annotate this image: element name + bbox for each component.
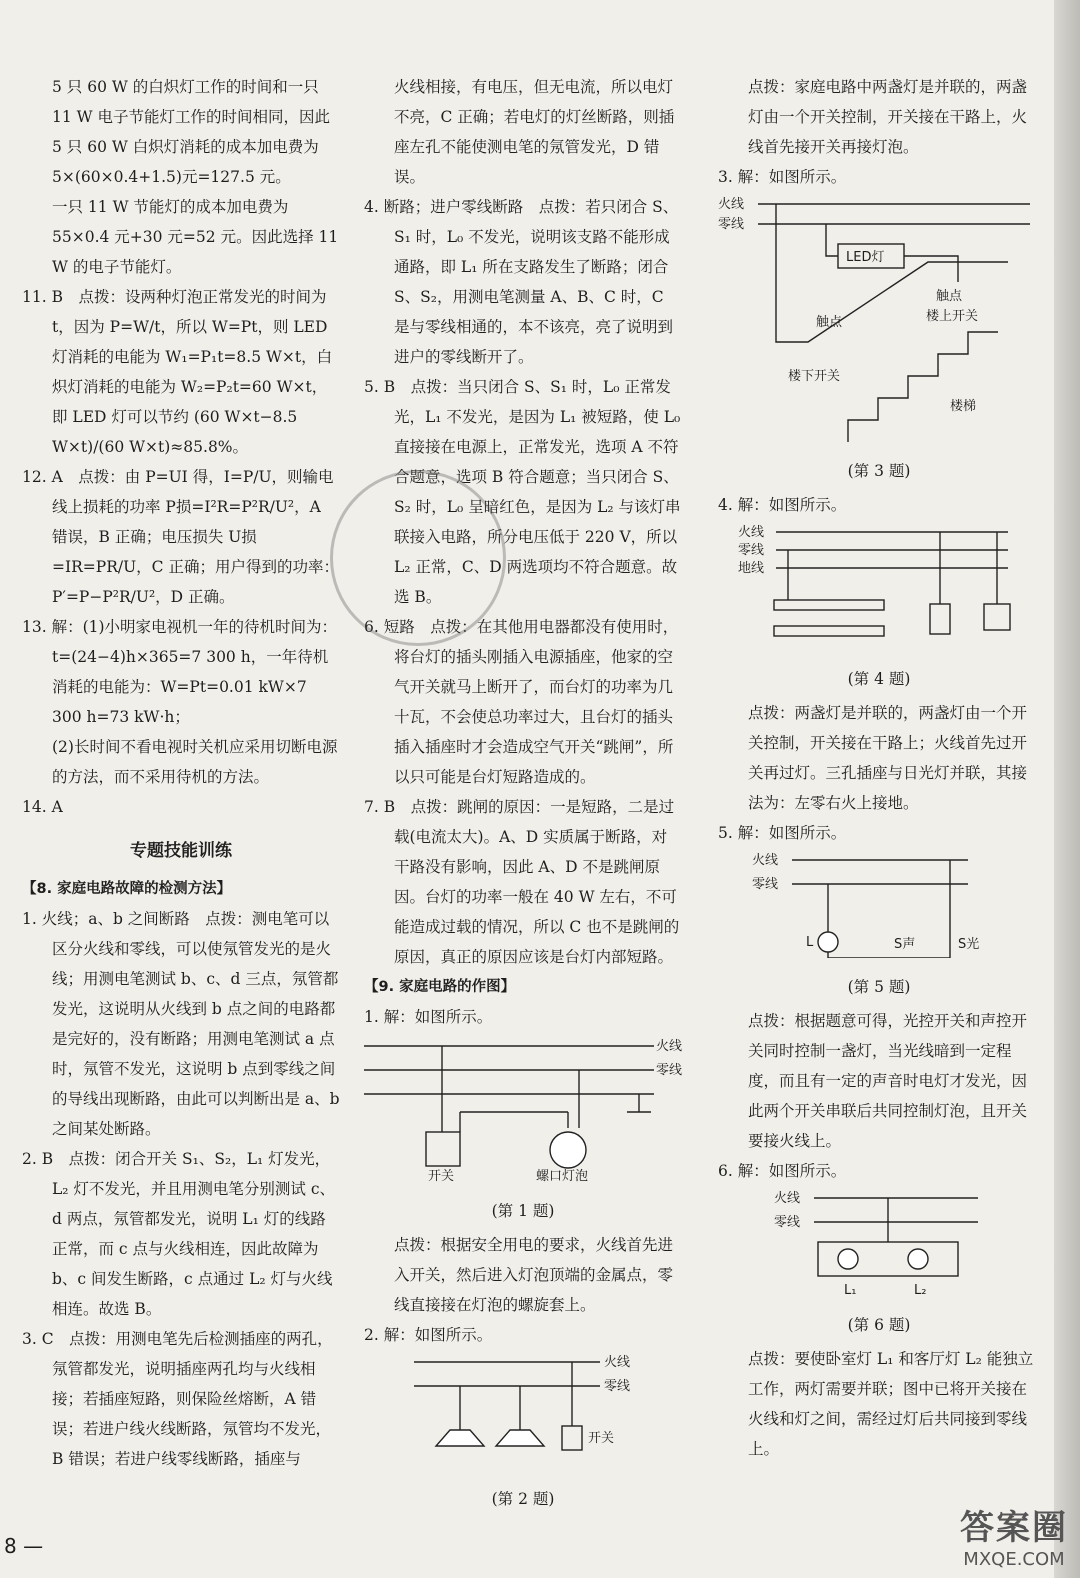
subsection-8-title: 【8. 家庭电路故障的检测方法】 [22,881,232,897]
figure-1-circuit [364,1032,682,1182]
column-2 [364,72,682,1518]
watermark-url: MXQE.COM [963,1549,1065,1570]
fig5-neutral-label: 零线 [752,877,779,892]
q11-answer: 11. B 点拨：设两种灯泡正常发光的时间为 t，因为 P=W/t，所以 W=Pt，则 LED 灯消耗的电能为 W₁=P₁t=8.5 W×t，白炽灯消耗的电能为 W₂=P₂t=60 W×t，即 LED 灯可以节约 (60 W×t−8.5 W×t)/(60 W×t)≈85.8%。 [22,288,333,456]
s8-answer-1: 1. 火线；a、b 之间断路 点拨：测电笔可以区分火线和零线，可以使氖管发光的是火线；用测电笔测试 b、c、d 三点，氖管都发光，这说明从火线到 b 点之间的电路都是完好的，没有断路；用测电笔测试 a 点时，氖管不发光，这说明 b 点到零线之间的导线出现断路，由此可以判断出是 a、b 之间某处断路。 [22,910,340,1138]
fig3-contact-label-1: 触点 [816,315,843,330]
lamp-icon [818,932,838,952]
fig4-live-label: 火线 [738,525,765,540]
fig1-caption: (第 1 题) [491,1202,555,1220]
fluorescent-lamp-1-icon [774,600,884,610]
fig5-caption: (第 5 题) [847,978,911,996]
figure-6-circuit [718,1186,1040,1296]
fig2-neutral-label: 零线 [604,1379,631,1394]
lamp-l2-icon [908,1249,928,1269]
s8-answer-7: 7. B 点拨：跳闸的原因：一是短路，二是过载(电流太大)。A、D 实质属于断路，对干路没有影响，因此 A、D 不是跳闸原因。台灯的功率一般在 40 W 左右，不可能造成过载的情况，所以 C 也不是跳闸的原因，真正的原因应该是台灯内部短路。 [364,798,680,966]
switch-icon [426,1132,460,1166]
fig6-caption: (第 6 题) [847,1316,911,1334]
fig6-live-label: 火线 [774,1191,801,1206]
fluorescent-lamp-2-icon [774,626,884,636]
lamp-2-icon [496,1430,544,1446]
page-edge [1054,0,1080,1578]
s8-answer-6: 6. 短路 点拨：在其他用电器都没有使用时，将台灯的插头刚插入电源插座，他家的空气开关就马上断开了，而台灯的功率为几十瓦，不会使总功率过大，且台灯的插头插入插座时才会造成空气开关“跳闸”，所以只可能是台灯短路造成的。 [364,618,679,786]
q10-text-b: 一只 11 W 节能灯的成本加电费为 55×0.4 元+30 元=52 元。因此选择 11 W 的电子节能灯。 [52,198,339,276]
fig5-live-label: 火线 [752,853,779,868]
s9-answer-5: 5. 解：如图所示。 [718,824,847,842]
fig3-downstairs-label: 楼下开关 [788,369,841,384]
fig6-neutral-label: 零线 [774,1215,801,1230]
fig3-neutral-label: 零线 [718,217,745,232]
watermark-title: 答案圈 [960,1508,1068,1548]
s9-answer-4-note: 点拨：两盏灯是并联的，两盏灯由一个开关控制，开关接在干路上；火线首先过开关再过灯。三孔插座与日光灯并联，其接法为：左零右火上接地。 [748,704,1028,812]
column-1 [22,72,340,1474]
s9-answer-3: 3. 解：如图所示。 [718,168,847,186]
s8-answer-4: 4. 断路；进户零线断路 点拨：若只闭合 S、S₁ 时，L₀ 不发光，说明该支路不能形成通路，即 L₁ 所在支路发生了断路；闭合 S、S₂，用测电笔测量 A、B、C 时，C 是与零线相通的，本不该亮，亮了说明到进户的零线断开了。 [364,198,679,366]
s9-answer-6: 6. 解：如图所示。 [718,1162,847,1180]
fig1-live-label: 火线 [656,1039,682,1054]
socket-icon [984,604,1010,630]
fig6-l1-label: L₁ [844,1283,857,1296]
q12-answer: 12. A 点拨：由 P=UI 得，I=P/U，则输电线上损耗的功率 P损=I²R=P²R/U²，A 错误，B 正确；电压损失 U损=IR=PR/U，C 正确；用户得到的功率：P′=P−P²R/U²，D 正确。 [22,468,339,606]
figure-3-circuit [718,192,1040,442]
s8-answer-3: 3. C 点拨：用测电笔先后检测插座的两孔，氖管都发光，说明插座两孔均与火线相接；若插座短路，则保险丝熔断，A 错误；若进户线火线断路，氖管均不发光，B 错误；若进户线零线断路，插座与 [22,1330,333,1468]
fig3-live-label: 火线 [718,197,745,212]
watermark-logo [960,1500,1068,1570]
fig2-caption: (第 2 题) [491,1490,555,1508]
fig3-upstairs-label: 楼上开关 [926,309,979,324]
stairs-icon [848,332,998,442]
fig4-neutral-label: 零线 [738,543,765,558]
s9-answer-2-note: 点拨：家庭电路中两盏灯是并联的，两盏灯由一个开关控制，开关接在干路上，火线首先接开关再接灯泡。 [748,78,1028,156]
s9-answer-6-note: 点拨：要使卧室灯 L₁ 和客厅灯 L₂ 能独立工作，两灯需要并联；图中已将开关接在火线和灯之间，需经过灯后共同接到零线上。 [748,1350,1034,1458]
s8-answer-5: 5. B 点拨：当只闭合 S、S₁ 时，L₀ 正常发光，L₁ 不发光，是因为 L₁ 被短路，使 L₀ 直接接在电源上，正常发光，选项 A 不符合题意，选项 B 符合题意；当只闭合 S、S₂ 时，L₀ 呈暗红色，是因为 L₂ 与该灯串联接入电路，所分电压低于 220 V，所以 L₂ 正常，C、D 两选项均不符合题意。故选 B。 [364,378,681,606]
bulb-icon [550,1132,586,1168]
lamp-l1-icon [838,1249,858,1269]
fig2-live-label: 火线 [604,1355,631,1370]
switch-icon [930,604,950,634]
figure-4-circuit [718,520,1040,650]
s9-answer-1: 1. 解：如图所示。 [364,1008,493,1026]
fig1-switch-label: 开关 [428,1169,455,1182]
fig1-neutral-label: 零线 [656,1063,682,1078]
s9-answer-2: 2. 解：如图所示。 [364,1326,493,1344]
section-title: 专题技能训练 [130,841,232,861]
q14-answer: 14. A [22,798,63,816]
q13-answer-a: 13. 解：(1)小明家电视机一年的待机时间为：t=(24−4)h×365=7 300 h，一年待机消耗的电能为：W=Pt=0.01 kW×7 300 h=73 kW·h； [22,618,338,726]
lamp-1-icon [436,1430,484,1446]
fig4-ground-label: 地线 [738,561,765,576]
switch-icon [562,1426,582,1450]
fig1-bulb-label: 螺口灯泡 [536,1169,589,1182]
figure-2-circuit [364,1350,682,1470]
fig4-caption: (第 4 题) [847,670,911,688]
figure-5-circuit [718,848,1040,958]
q10-text-a: 5 只 60 W 的白炽灯工作的时间和一只 11 W 电子节能灯工作的时间相同，因此 5 只 60 W 白炽灯消耗的成本加电费为 5×(60×0.4+1.5)元=127.5 元。 [52,78,331,186]
fig2-switch-label: 开关 [588,1431,615,1446]
fig6-l2-label: L₂ [914,1283,927,1296]
s8-answer-2: 2. B 点拨：闭合开关 S₁、S₂，L₁ 灯发光，L₂ 灯不发光，并且用测电笔分别测试 c、d 两点，氖管都发光，说明 L₁ 灯的线路正常，而 c 点与火线相连，因此故障为 b、c 间发生断路，c 点通过 L₂ 灯与火线相连。故选 B。 [22,1150,336,1318]
fig5-switch-2-label: S光 [958,937,980,952]
fig3-contact-label-2: 触点 [936,289,963,304]
fig3-caption: (第 3 题) [847,462,911,480]
page-number: 8 — [4,1534,44,1558]
s9-answer-4: 4. 解：如图所示。 [718,496,847,514]
subsection-9-title: 【9. 家庭电路的作图】 [364,979,516,995]
fig3-led-label: LED灯 [846,250,885,265]
fig5-switch-1-label: S声 [894,937,916,952]
q13-answer-b: (2)长时间不看电视时关机应采用切断电源的方法，而不采用待机的方法。 [52,738,338,786]
s9-answer-5-note: 点拨：根据题意可得，光控开关和声控开关同时控制一盏灯，当光线暗到一定程度，而且有一定的声音时电灯才发光，因此两个开关串联后共同控制灯泡，且开关要接火线上。 [748,1012,1028,1150]
s9-answer-1-note: 点拨：根据安全用电的要求，火线首先进入开关，然后进入灯泡顶端的金属点，零线直接接在灯泡的螺旋套上。 [394,1236,674,1314]
column-3 [718,72,1040,1464]
s8-answer-3-cont: 火线相接，有电压，但无电流，所以电灯不亮，C 正确；若电灯的灯丝断路，则插座左孔不能使测电笔的氖管发光，D 错误。 [394,78,675,186]
fig5-lamp-label: L [806,935,814,950]
fig3-stairs-label: 楼梯 [950,399,977,414]
